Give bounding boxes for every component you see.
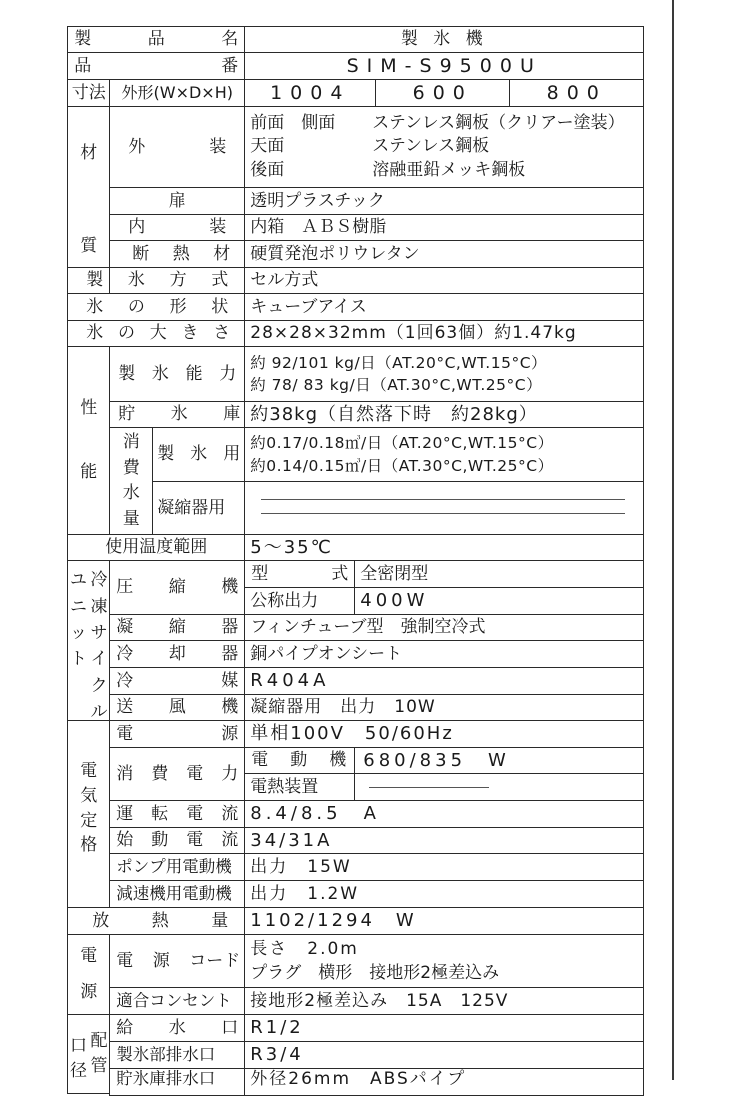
ice-making-method-value: セル方式: [244, 267, 644, 294]
operating-temp-label: 使用温度範囲: [67, 534, 245, 561]
blank-dash: [261, 499, 625, 500]
label-char: 源: [152, 950, 170, 971]
label-char: き: [181, 323, 199, 344]
water-condenser-value: [244, 481, 644, 535]
power-cord-line: 長さ 2.0m: [250, 938, 359, 959]
exterior-label: [109, 106, 245, 188]
label-char: 用: [223, 444, 241, 465]
label-char: 圧: [116, 577, 134, 598]
ice-capacity-line: 約 78/ 83 kg/日（AT.30°C,WT.25°C）: [250, 376, 543, 395]
power-supply-label: [109, 720, 245, 748]
label-char: 始: [116, 830, 134, 851]
heat-emission-value: 1102/1294 W: [244, 907, 644, 935]
refrigerant-value: R404A: [244, 667, 644, 695]
label-char: 氷: [127, 270, 145, 291]
storage-drain-label: 貯氷庫排水口: [109, 1068, 245, 1096]
label-char: 口: [221, 1017, 239, 1038]
water-consumption-label: [109, 427, 153, 535]
piping-group-label: [67, 1014, 110, 1094]
label-char: 断: [132, 243, 150, 264]
label-char: 名: [221, 29, 239, 50]
unit-label-column: [68, 567, 89, 672]
label-char: 風: [168, 697, 186, 718]
label-char: 電: [116, 723, 134, 744]
label-char: 気: [80, 785, 98, 806]
label-char: ッ: [70, 622, 87, 643]
label-char: ル: [90, 701, 108, 722]
label-char: 外: [128, 136, 146, 157]
heat-emission-label: [67, 907, 245, 935]
label-char: 質: [80, 236, 98, 257]
label-char: 水: [122, 483, 140, 504]
heater-value: [354, 773, 644, 801]
label-char: 型: [251, 563, 269, 584]
label-char: 電: [80, 761, 98, 782]
blank-dash: [369, 787, 489, 788]
label-char: 器: [221, 643, 239, 664]
performance-group-label: [67, 346, 110, 535]
ice-size-value: 28×28×32mm（1回63個）約1.47kg: [244, 320, 644, 347]
label-char: 冷: [116, 670, 134, 691]
model-number-label: [67, 52, 245, 80]
product-name-label: [67, 26, 245, 53]
label-char: イ: [90, 649, 108, 670]
label-char: 動: [290, 750, 308, 771]
page-border-line: [672, 0, 674, 1080]
power-cord-line: プラグ 横形 接地形2極差込み: [250, 963, 500, 984]
label-char: 電: [186, 830, 204, 851]
operating-temp-value: 5～35℃: [244, 534, 644, 561]
label-char: 管: [90, 1056, 108, 1077]
dimensions-group-label: 寸法: [67, 79, 110, 107]
blank-dash: [261, 513, 625, 514]
power-cord-label: [109, 934, 245, 988]
ice-drain-value: R3/4: [244, 1041, 644, 1069]
label-char: 力: [219, 363, 237, 384]
compressor-type-label: [244, 560, 355, 588]
piping-label-column-b: [89, 1029, 110, 1080]
power-consumption-label: [109, 747, 245, 801]
product-name-value: 製 氷 機: [244, 26, 644, 53]
label-char: 番: [221, 55, 239, 76]
label-char: 貯: [118, 404, 136, 425]
outlet-value: 接地形2極差込み 15A 125V: [244, 987, 644, 1015]
label-char: ニ: [70, 596, 87, 617]
label-char: 流: [221, 830, 239, 851]
label-char: 機: [221, 697, 239, 718]
label-char: 品: [147, 29, 165, 50]
water-ice-making-value: [244, 427, 644, 482]
label-char: 氷: [170, 404, 188, 425]
running-current-label: [109, 800, 245, 828]
exterior-line: [250, 159, 525, 183]
label-char: 電: [116, 950, 134, 971]
storage-drain-value: 外径26mm ABSパイプ: [244, 1068, 644, 1096]
water-supply-label: [109, 1014, 245, 1042]
water-line: 約0.14/0.15㎥/日（AT.30°C,WT.25°C）: [250, 456, 554, 475]
power-source-group-label: [67, 934, 110, 1015]
label-char: 冷: [90, 570, 108, 591]
label-char: 格: [80, 835, 98, 856]
condenser-value: フィンチューブ型 強制空冷式: [244, 614, 644, 641]
water-line: 約0.17/0.18㎥/日（AT.20°C,WT.15°C）: [250, 434, 554, 453]
refrigeration-unit-group-label: [67, 560, 110, 721]
label-char: 品: [74, 55, 92, 76]
label-char: 状: [211, 296, 229, 317]
exterior-line: [250, 112, 624, 136]
label-char: 力: [221, 763, 239, 784]
storage-label: [109, 401, 245, 428]
label-char: 大: [149, 323, 167, 344]
label-char: 器: [221, 617, 239, 638]
label-char: 能: [185, 363, 203, 384]
label-char: 量: [122, 508, 140, 529]
label-char: 径: [70, 1061, 87, 1082]
label-char: 方: [169, 270, 187, 291]
label-char: 量: [211, 910, 229, 931]
label-char: 材: [80, 143, 98, 164]
label-char: 能: [80, 461, 98, 482]
label-char: 式: [211, 270, 229, 291]
exterior-line: [250, 135, 489, 159]
label-char: 媒: [221, 670, 239, 691]
label-char: 源: [80, 981, 98, 1002]
exterior-part: 天面: [250, 136, 285, 157]
label-char: 給: [116, 1017, 134, 1038]
exterior-part: 後面: [250, 160, 285, 181]
label-char: 放: [92, 910, 110, 931]
label-char: 電: [251, 750, 269, 771]
label-char: 送: [116, 697, 134, 718]
label-char: 氷: [86, 296, 104, 317]
storage-value: 約38kg（自然落下時 約28kg）: [244, 401, 644, 428]
label-char: 氷: [190, 444, 208, 465]
outlet-label: 適合コンセント: [109, 987, 245, 1015]
dimensions-label: 外形(W×D×H): [109, 79, 245, 107]
door-value: 透明プラスチック: [244, 187, 644, 215]
starting-current-value: 34/31A: [244, 827, 644, 854]
ice-size-label: [67, 320, 245, 347]
exterior-material: ステンレス鋼板（クリアー塗装）: [372, 112, 625, 133]
exterior-material: 溶融亜鉛メッキ鋼板: [372, 160, 526, 181]
ice-drain-label: 製氷部排水口: [109, 1041, 245, 1069]
door-label: 扉: [109, 187, 245, 215]
label-char: 流: [221, 803, 239, 824]
exterior-material: ステンレス鋼板: [372, 136, 490, 157]
water-ice-making-label: [152, 427, 245, 482]
label-char: 転: [151, 803, 169, 824]
compressor-label: [109, 560, 245, 615]
exterior-part: 前面 側面: [250, 112, 336, 133]
label-char: 形: [169, 296, 187, 317]
label-char: 配: [90, 1030, 108, 1051]
label-char: 却: [168, 643, 186, 664]
label-char: 電: [80, 946, 98, 967]
label-char: 源: [221, 723, 239, 744]
motor-label: [244, 747, 355, 774]
cooler-value: 銅パイプオンシート: [244, 640, 644, 668]
exterior-value: [244, 106, 644, 188]
dimension-width: 1004: [244, 79, 376, 107]
water-condenser-label: 凝縮器用: [152, 481, 245, 535]
label-char: サ: [90, 622, 108, 643]
compressor-type-value: 全密閉型: [354, 560, 644, 588]
condenser-label: [109, 614, 245, 641]
label-char: 氷: [86, 323, 104, 344]
heater-label: 電熱装置: [244, 773, 355, 801]
label-char: 凍: [90, 596, 108, 617]
label-char: 凝: [116, 617, 134, 638]
label-char: 内: [128, 217, 146, 238]
label-char: 装: [209, 217, 227, 238]
refrigerant-label: [109, 667, 245, 695]
cooler-label: [109, 640, 245, 668]
model-number-value: SIM-S9500U: [244, 52, 644, 80]
label-char: 機: [221, 577, 239, 598]
cycle-label-column: [89, 567, 110, 721]
label-char: 消: [122, 432, 140, 453]
label-char: コード: [189, 950, 241, 971]
label-char: 性: [80, 398, 98, 419]
ice-capacity-label: [109, 346, 245, 402]
running-current-value: 8.4/8.5 A: [244, 800, 644, 828]
insulation-label: [109, 240, 245, 268]
label-char: 費: [122, 457, 140, 478]
label-char: 電: [186, 763, 204, 784]
compressor-output-label: 公称出力: [244, 587, 355, 615]
power-cord-value: [244, 934, 644, 988]
insulation-value: 硬質発泡ポリウレタン: [244, 240, 644, 268]
label-char: 縮: [168, 617, 186, 638]
label-char: 縮: [168, 577, 186, 598]
ice-capacity-line: 約 92/101 kg/日（AT.20°C,WT.15°C）: [250, 353, 548, 372]
label-char: 冷: [116, 643, 134, 664]
ice-shape-value: キューブアイス: [244, 293, 644, 321]
label-char: 製: [86, 270, 104, 291]
materials-group-label: [67, 106, 110, 294]
pump-motor-value: 出力 15W: [244, 853, 644, 881]
interior-value: 内箱 ＡＢＳ樹脂: [244, 214, 644, 241]
label-char: 動: [151, 830, 169, 851]
fan-value: 凝縮器用 出力 10W: [244, 694, 644, 721]
dimension-height: 800: [509, 79, 644, 107]
label-char: の: [118, 323, 135, 344]
dimension-depth: 600: [375, 79, 510, 107]
ice-shape-label: [67, 293, 245, 321]
label-char: 材: [213, 243, 231, 264]
label-char: 庫: [223, 404, 241, 425]
label-char: の: [127, 296, 145, 317]
label-char: 機: [329, 750, 347, 771]
label-char: 定: [80, 810, 98, 831]
fan-label: [109, 694, 245, 721]
label-char: 製: [74, 29, 92, 50]
label-char: 熱: [172, 243, 190, 264]
label-char: 口: [70, 1035, 87, 1056]
label-char: 製: [118, 363, 136, 384]
gear-motor-label: 減速機用電動機: [109, 880, 245, 908]
gear-motor-value: 出力 1.2W: [244, 880, 644, 908]
label-char: 熱: [151, 910, 169, 931]
motor-value: 680/835 W: [354, 747, 644, 774]
power-supply-value: 単相100V 50/60Hz: [244, 720, 644, 748]
label-char: 装: [209, 136, 227, 157]
electrical-group-label: [67, 720, 110, 908]
label-char: ク: [90, 675, 108, 696]
label-char: さ: [213, 323, 231, 344]
piping-label-column-a: [68, 1024, 89, 1085]
label-char: 氷: [151, 363, 169, 384]
starting-current-label: [109, 827, 245, 854]
water-supply-value: R1/2: [244, 1014, 644, 1042]
label-char: ト: [70, 649, 87, 670]
label-char: 製: [157, 444, 175, 465]
label-char: ユ: [70, 570, 87, 591]
label-char: 水: [168, 1017, 186, 1038]
ice-capacity-value: [244, 346, 644, 402]
label-char: 費: [151, 763, 169, 784]
ice-making-method-label: [67, 267, 245, 294]
label-char: 運: [116, 803, 134, 824]
interior-label: [109, 214, 245, 241]
label-char: 消: [116, 763, 134, 784]
label-char: 電: [186, 803, 204, 824]
pump-motor-label: ポンプ用電動機: [109, 853, 245, 881]
label-char: 式: [331, 563, 349, 584]
compressor-output-value: 400W: [354, 587, 644, 615]
